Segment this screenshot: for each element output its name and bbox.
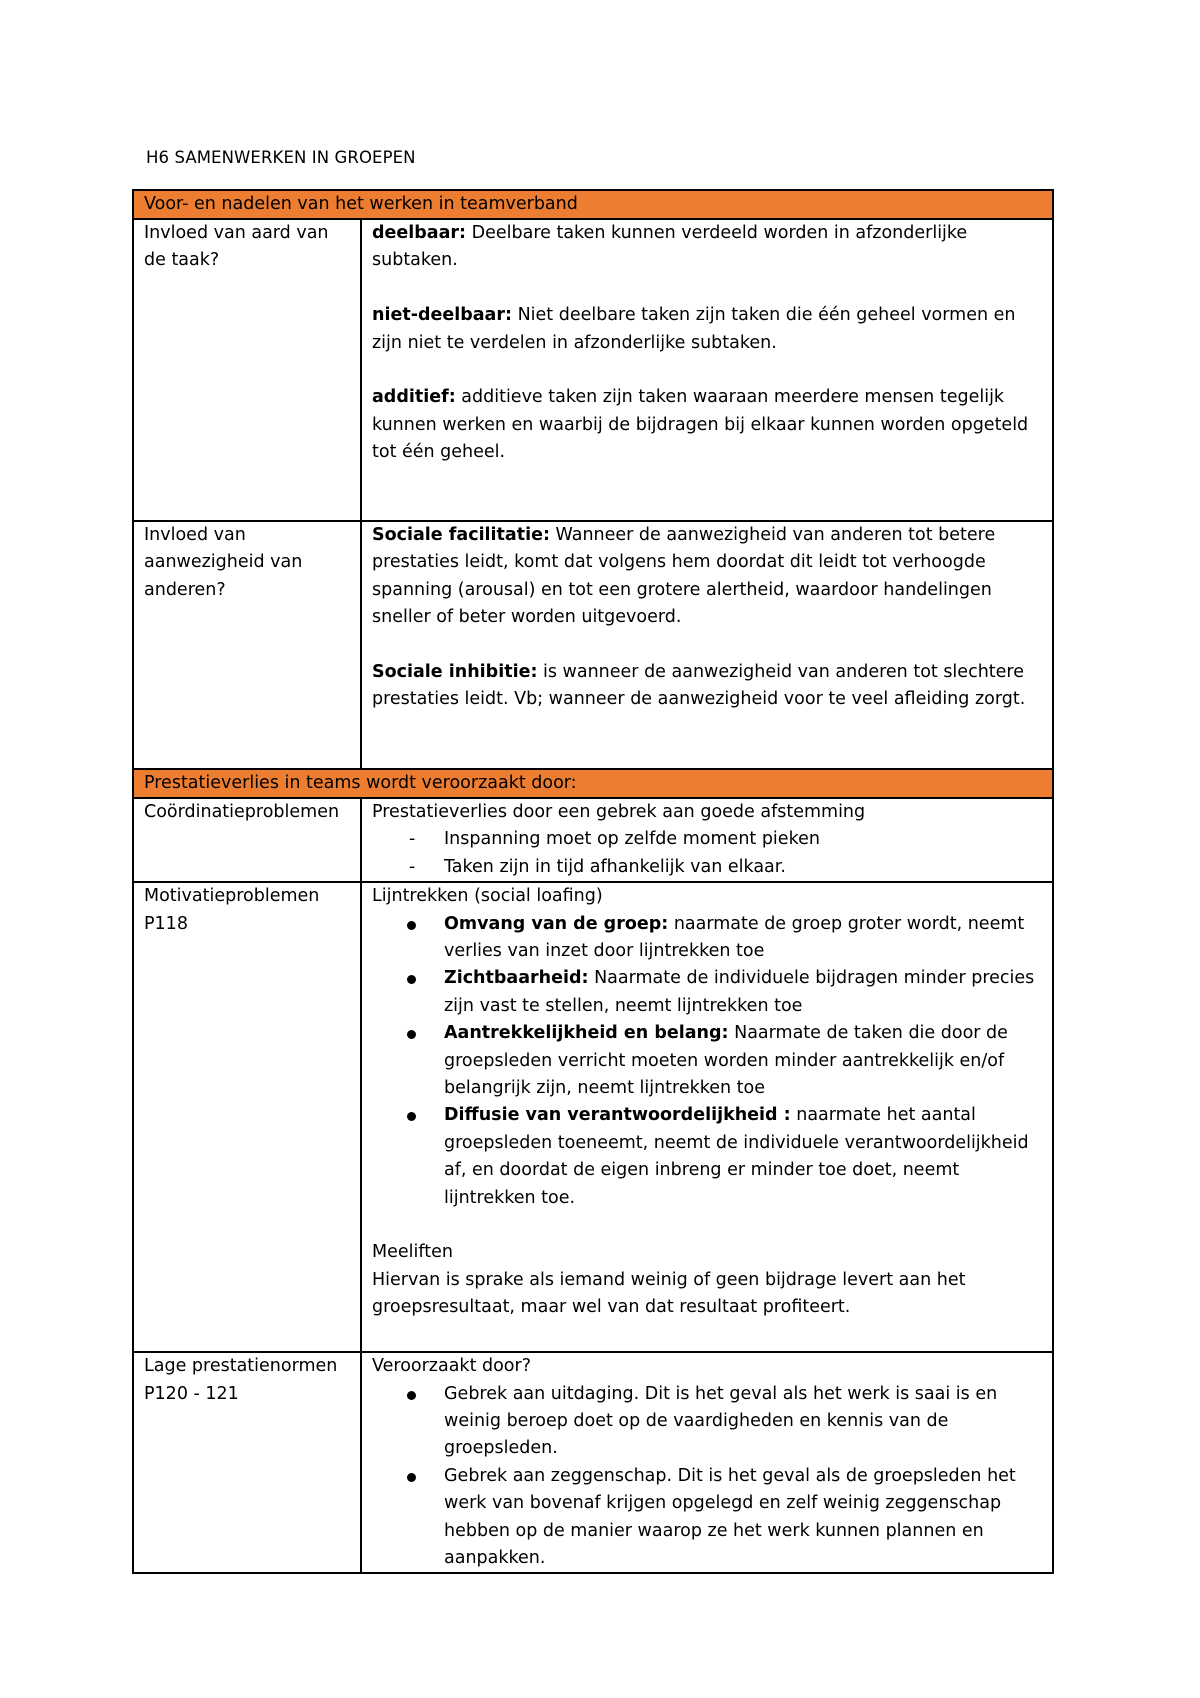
- section-header-performance-loss: Prestatieverlies in teams wordt veroorzaakt door:: [133, 769, 1053, 798]
- bullet-icon: [407, 921, 416, 930]
- table-row: [133, 1352, 1053, 1573]
- list-item: [372, 1020, 1043, 1102]
- row-label-coordination: Coördinatieproblemen: [133, 798, 361, 882]
- row-intro: Veroorzaakt door?: [372, 1356, 531, 1377]
- section-header-row: [133, 190, 1053, 219]
- term: additief:: [372, 387, 456, 408]
- list-item: - Taken zijn in tijd afhankelijk van elkaar.: [372, 854, 1043, 881]
- definition-text: Deelbare taken kunnen verdeeld worden in afzonderlijke subtaken.: [372, 223, 968, 271]
- section-header-pros-cons: Voor- en nadelen van het werken in teamverband: [133, 190, 1053, 219]
- table-row: [133, 521, 1053, 769]
- list-item: [372, 1102, 1043, 1212]
- definition-text: Naarmate de taken die door de groepsleden verricht moeten worden minder aantrekkelijk en/of belangrijk zijn, neemt lijntrekken toe: [444, 1023, 1008, 1099]
- row-content-norms: [361, 1352, 1053, 1573]
- list-item: [372, 1381, 1043, 1463]
- definition-text: is wanneer de aanwezigheid van anderen tot slechtere prestaties leidt. Vb; wanneer de aanwezigheid voor te veel afleiding zorgt.: [372, 662, 1026, 710]
- definition-text: additieve taken zijn taken waaraan meerdere mensen tegelijk kunnen werken en waarbij de bijdragen bij elkaar kunnen worden opgeteld tot één geheel.: [372, 387, 1029, 463]
- label-text: Lage prestatienormen: [144, 1356, 338, 1377]
- bullet-list: [372, 1381, 1043, 1573]
- term: Sociale inhibitie:: [372, 662, 538, 683]
- list-item: [372, 1463, 1043, 1573]
- subheading: Meeliften: [372, 1242, 453, 1263]
- term: deelbaar:: [372, 223, 467, 243]
- row-intro: Prestatieverlies door een gebrek aan goede afstemming: [372, 802, 866, 822]
- dash-list: [372, 826, 1043, 881]
- bullet-icon: [407, 1112, 416, 1121]
- definition-text: Naarmate de individuele bijdragen minder precies zijn vast te stellen, neemt lijntrekken toe: [444, 968, 1035, 1016]
- row-content-task-type: [361, 219, 1053, 521]
- table-row: [133, 219, 1053, 521]
- notes-table: [132, 189, 1054, 1574]
- table-row: [133, 882, 1053, 1352]
- bullet-icon: [407, 1391, 416, 1400]
- list-item: - Inspanning moet op zelfde moment pieken: [372, 826, 1043, 853]
- bullet-icon: [407, 1473, 416, 1482]
- subheading-text: Hiervan is sprake als iemand weinig of geen bijdrage levert aan het groepsresultaat, maar wel van dat resultaat profiteert.: [372, 1269, 966, 1318]
- definition: [372, 384, 1043, 466]
- row-label-task-type: Invloed van aard van de taak?: [133, 219, 361, 521]
- definition: [372, 659, 1043, 714]
- term: Omvang van de groep:: [444, 913, 669, 934]
- term: Zichtbaarheid:: [444, 968, 589, 989]
- row-label-presence: Invloed van aanwezigheid van anderen?: [133, 521, 361, 769]
- definition-text: naarmate de groep groter wordt, neemt verlies van inzet door lijntrekken toe: [444, 913, 1025, 962]
- list-item-text: Gebrek aan zeggenschap. Dit is het geval als de groepsleden het werk van bovenaf krijgen opgelegd en zelf weinig zeggenschap hebben op de manier waarop ze het werk kunnen plannen en aanpakken.: [444, 1465, 1016, 1569]
- term: Diffusie van verantwoordelijkheid :: [444, 1105, 791, 1126]
- definition-text: Niet deelbare taken zijn taken die één geheel vormen en zijn niet te verdelen in afzonderlijke subtaken.: [372, 305, 1016, 353]
- list-item-text: Gebrek aan uitdaging. Dit is het geval als het werk is saai is en weinig beroep doet op de vaardigheden en kennis van de groepsleden.: [444, 1383, 998, 1459]
- page-title: H6 SAMENWERKEN IN GROEPEN: [146, 148, 416, 167]
- list-item: [372, 911, 1043, 966]
- bullet-icon: [407, 1030, 416, 1039]
- row-content-motivation: [361, 882, 1053, 1352]
- row-intro: Lijntrekken (social loafing): [372, 886, 603, 907]
- row-content-coordination: [361, 798, 1053, 882]
- page-reference: P120 - 121: [144, 1383, 239, 1404]
- row-label-norms: [133, 1352, 361, 1573]
- definition: [372, 522, 1043, 632]
- bullet-list: [372, 911, 1043, 1212]
- definition: [372, 302, 1043, 357]
- definition-text: Wanneer de aanwezigheid van anderen tot betere prestaties leidt, komt dat volgens hem doordat dit leidt tot verhoogde spanning (arousal) en tot een grotere alertheid, waardoor handelingen sneller of beter worden uitgevoerd.: [372, 525, 996, 628]
- label-text: Motivatieproblemen: [144, 886, 320, 907]
- definition-text: naarmate het aantal groepsleden toeneemt, neemt de individuele verantwoordelijkheid af, en doordat de eigen inbreng er minder toe doet, neemt lijntrekken toe.: [444, 1105, 1029, 1208]
- row-label-motivation: [133, 882, 361, 1352]
- term: niet-deelbaar:: [372, 305, 512, 326]
- definition: [372, 220, 1043, 275]
- term: Aantrekkelijkheid en belang:: [444, 1023, 729, 1044]
- table-row: [133, 798, 1053, 882]
- section-header-row: [133, 769, 1053, 798]
- bullet-icon: [407, 975, 416, 984]
- row-content-presence: [361, 521, 1053, 769]
- list-item: [372, 965, 1043, 1020]
- page-reference: P118: [144, 913, 188, 934]
- term: Sociale facilitatie:: [372, 525, 550, 545]
